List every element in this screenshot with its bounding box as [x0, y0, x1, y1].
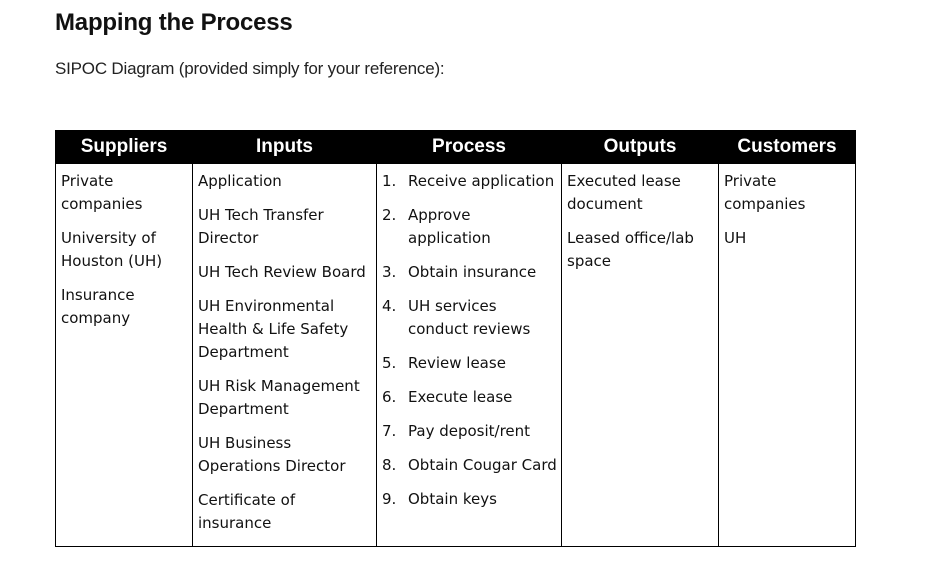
step-text: Obtain Cougar Card [408, 456, 557, 474]
step-number: 3. [382, 263, 397, 281]
sipoc-table [55, 130, 856, 547]
step-text: Approve application [408, 206, 491, 247]
process-step [382, 170, 557, 193]
customers-cell [719, 164, 856, 547]
customer-entry: Private companies [724, 172, 806, 213]
input-entry: Application [198, 172, 282, 190]
header-outputs: Outputs [562, 131, 719, 164]
process-step [382, 386, 557, 409]
suppliers-cell [56, 164, 193, 547]
input-entry: UH Tech Review Board [198, 263, 366, 281]
input-entry: Certificate of insurance [198, 491, 296, 532]
step-number: 7. [382, 422, 397, 440]
header-suppliers: Suppliers [56, 131, 193, 164]
step-text: Receive application [408, 172, 555, 190]
output-entry: Executed lease document [567, 172, 681, 213]
supplier-entry: University of Houston (UH) [61, 229, 163, 270]
process-step [382, 420, 557, 443]
step-number: 9. [382, 490, 397, 508]
process-step [382, 261, 557, 284]
table-row [56, 164, 856, 547]
supplier-entry: Insurance company [61, 286, 135, 327]
input-entry: UH Tech Transfer Director [198, 206, 324, 247]
process-step [382, 488, 557, 511]
step-number: 5. [382, 354, 397, 372]
process-step [382, 454, 557, 477]
inputs-cell [193, 164, 377, 547]
page-subtitle: SIPOC Diagram (provided simply for your reference): [55, 59, 445, 78]
step-text: Pay deposit/rent [408, 422, 531, 440]
input-entry: UH Business Operations Director [198, 434, 346, 475]
process-step [382, 204, 557, 250]
step-number: 2. [382, 206, 397, 224]
step-text: Review lease [408, 354, 506, 372]
process-step [382, 295, 557, 341]
customer-entry: UH [724, 229, 747, 247]
step-number: 6. [382, 388, 397, 406]
process-cell [377, 164, 562, 547]
step-text: Obtain keys [408, 490, 497, 508]
header-row [56, 131, 856, 164]
input-entry: UH Risk Management Department [198, 377, 360, 418]
supplier-entry: Private companies [61, 172, 143, 213]
step-number: 8. [382, 456, 397, 474]
header-process: Process [377, 131, 562, 164]
outputs-cell [562, 164, 719, 547]
step-number: 1. [382, 172, 397, 190]
header-customers: Customers [719, 131, 856, 164]
step-text: Obtain insurance [408, 263, 537, 281]
output-entry: Leased office/lab space [567, 229, 694, 270]
step-text: Execute lease [408, 388, 513, 406]
header-inputs: Inputs [193, 131, 377, 164]
step-number: 4. [382, 297, 397, 315]
process-step [382, 352, 557, 375]
input-entry: UH Environmental Health & Life Safety Department [198, 297, 349, 361]
step-text: UH services conduct reviews [408, 297, 531, 338]
page-title: Mapping the Process [55, 9, 293, 36]
